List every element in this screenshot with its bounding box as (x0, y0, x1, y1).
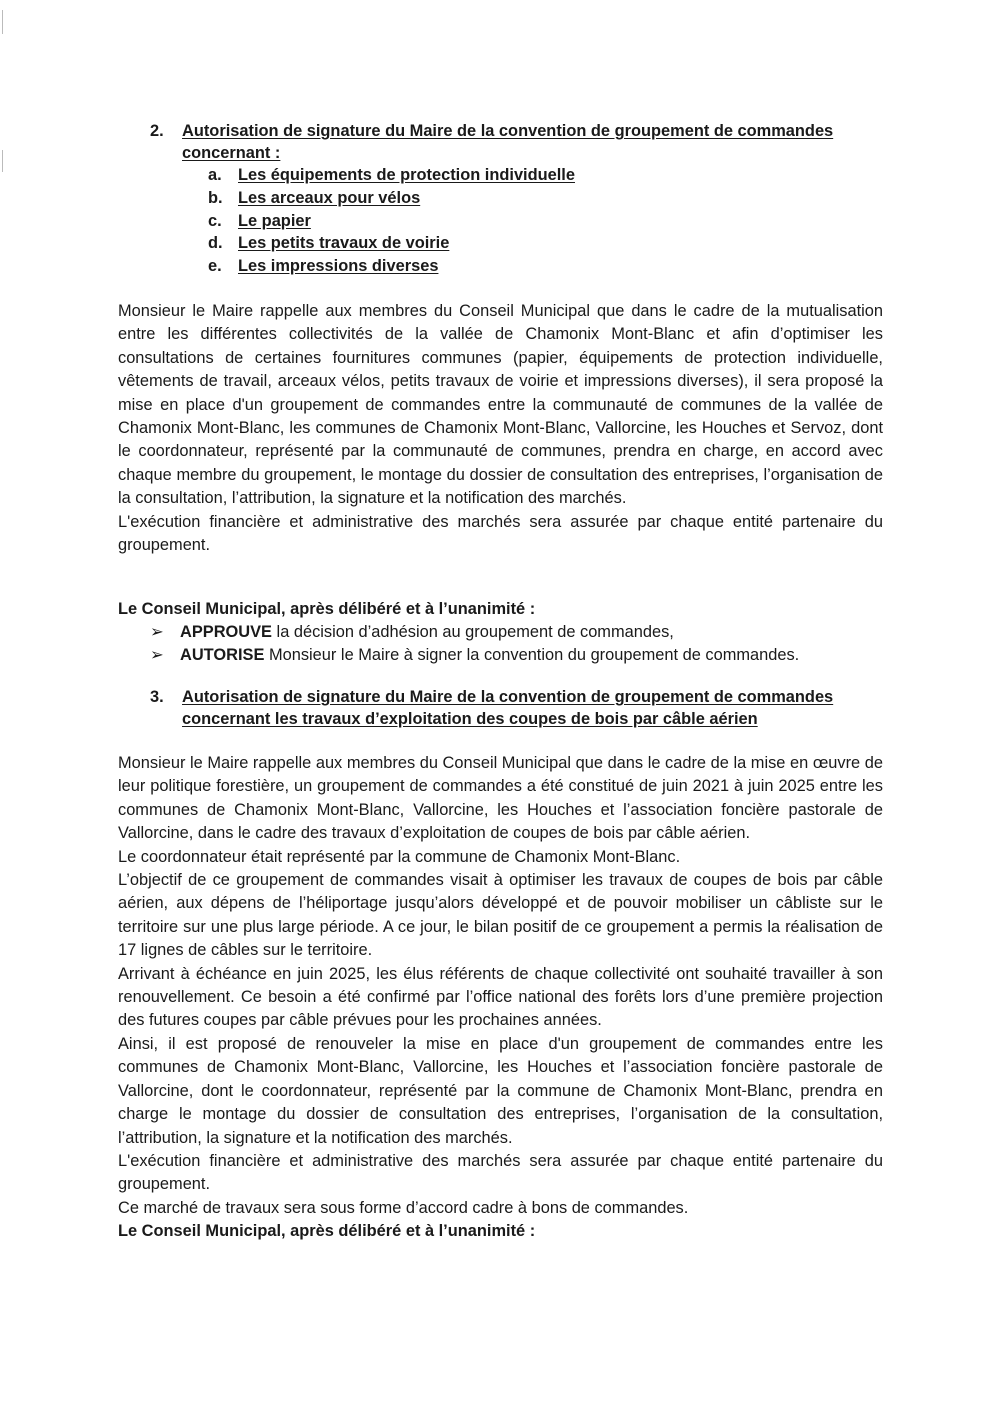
decision-bullet (150, 620, 674, 644)
section-3-title-line-1: Autorisation de signature du Maire de la convention de groupement de commandes (182, 688, 834, 706)
list-item: a. Les équipements de protection individuelle (208, 166, 575, 184)
section-2-title-line-2: concernant : (182, 144, 281, 162)
paragraph: L'exécution financière et administrative des marchés sera assurée par chaque entité partenaire du groupement. (118, 512, 883, 555)
section-2-number: 2. (150, 122, 164, 140)
list-item-text: Les équipements de protection individuelle (238, 166, 575, 184)
section-3-title-line-2: concernant les travaux d’exploitation des coupes de bois par câble aérien (182, 710, 758, 728)
arrow-bullet-icon: ➢ (150, 622, 164, 641)
section-3-heading (150, 686, 850, 734)
scan-margin-mark (2, 10, 3, 34)
paragraph: Ainsi, il est proposé de renouveler la mise en place d'un groupement de commandes entre les communes de Chamonix Mont-Blanc, Vallorcine, les Houches et l’association foncière pastorale de Vallorcine, dont le coordonnateur, représenté par la commune de Chamonix Mont-Blanc, prendra en charge le montage du dossier de consultation des entreprises, l’organisation de la consultation, l’attribution, la signature et la notification des marchés. (118, 1034, 883, 1147)
paragraph: Ce marché de travaux sera sous forme d’accord cadre à bons de commandes. (118, 1198, 689, 1217)
paragraph: Le coordonnateur était représenté par la commune de Chamonix Mont-Blanc. (118, 847, 681, 866)
paragraph: L’objectif de ce groupement de commandes visait à optimiser les travaux de coupes de bois par câble aérien, aux dépens de l’héliportage jusqu’alors développé et de pouvoir mobiliser un câbliste sur le territoire sur une plus large période. A ce jour, le bilan positif de ce groupement a permis la réalisation de 17 lignes de câbles sur le territoire. (118, 871, 883, 960)
decision-text: Monsieur le Maire à signer la convention du groupement de commandes. (264, 646, 800, 664)
section-2-title-line-1: Autorisation de signature du Maire de la convention de groupement de commandes (182, 122, 834, 140)
paragraph: Arrivant à échéance en juin 2025, les élus référents de chaque collectivité ont souhaité travailler à son renouvellement. Ce besoin a été confirmé par l’office national des forêts lors d’une première projection des futures coupes par câble prévues pour les prochaines années. (118, 964, 883, 1030)
list-item: b. Les arceaux pour vélos (208, 189, 421, 207)
list-item: d. Les petits travaux de voirie (208, 234, 450, 252)
paragraph: L'exécution financière et administrative des marchés sera assurée par chaque entité partenaire du groupement. (118, 1151, 883, 1194)
list-item: e. Les impressions diverses (208, 257, 439, 275)
list-item-text: Les impressions diverses (238, 257, 439, 275)
list-item-text: Le papier (238, 212, 311, 230)
arrow-bullet-icon: ➢ (150, 645, 164, 664)
decision-verb: AUTORISE (180, 646, 265, 664)
decision-heading: Le Conseil Municipal, après délibéré et à l’unanimité : (118, 600, 536, 618)
section-2-body (118, 300, 883, 557)
list-item-text: Les petits travaux de voirie (238, 234, 450, 252)
list-item: c. Le papier (208, 212, 311, 230)
section-3-body (118, 752, 883, 1244)
section-3-number: 3. (150, 688, 164, 706)
decision-heading: Le Conseil Municipal, après délibéré et à l’unanimité : (118, 1222, 536, 1241)
decision-verb: APPROUVE (180, 623, 272, 641)
decision-text: la décision d’adhésion au groupement de commandes, (272, 623, 674, 641)
section-2-heading (150, 120, 850, 168)
decision-bullet (150, 643, 799, 667)
list-item-text: Les arceaux pour vélos (238, 189, 421, 207)
paragraph: Monsieur le Maire rappelle aux membres du Conseil Municipal que dans le cadre de la mutualisation entre les différentes collectivités de la vallée de Chamonix Mont-Blanc et afin d’optimiser les consultations de certaines fournitures communes (papier, équipements de protection individuelle, vêtements de travail, arceaux vélos, petits travaux de voirie et impressions diverses), il sera proposé la mise en place d'un groupement de commandes entre la communauté de communes de la vallée de Chamonix Mont-Blanc, les communes de Chamonix Mont-Blanc, Vallorcine, les Houches et Servoz, dont le coordonnateur, représenté par la communauté de communes, prendra en charge, en accord avec chaque membre du groupement, le montage du dossier de consultation des entreprises, l’organisation de la consultation, l’attribution, la signature et la notification des marchés. (118, 302, 883, 508)
scan-margin-mark (2, 150, 3, 172)
paragraph: Monsieur le Maire rappelle aux membres du Conseil Municipal que dans le cadre de la mise en œuvre de leur politique forestière, un groupement de commandes a été constitué de juin 2021 à juin 2025 entre les communes de Chamonix Mont-Blanc, Vallorcine, les Houches et l’association foncière pastorale de Vallorcine, dans le cadre des travaux d’exploitation de coupes de bois par câble aérien. (118, 754, 883, 843)
